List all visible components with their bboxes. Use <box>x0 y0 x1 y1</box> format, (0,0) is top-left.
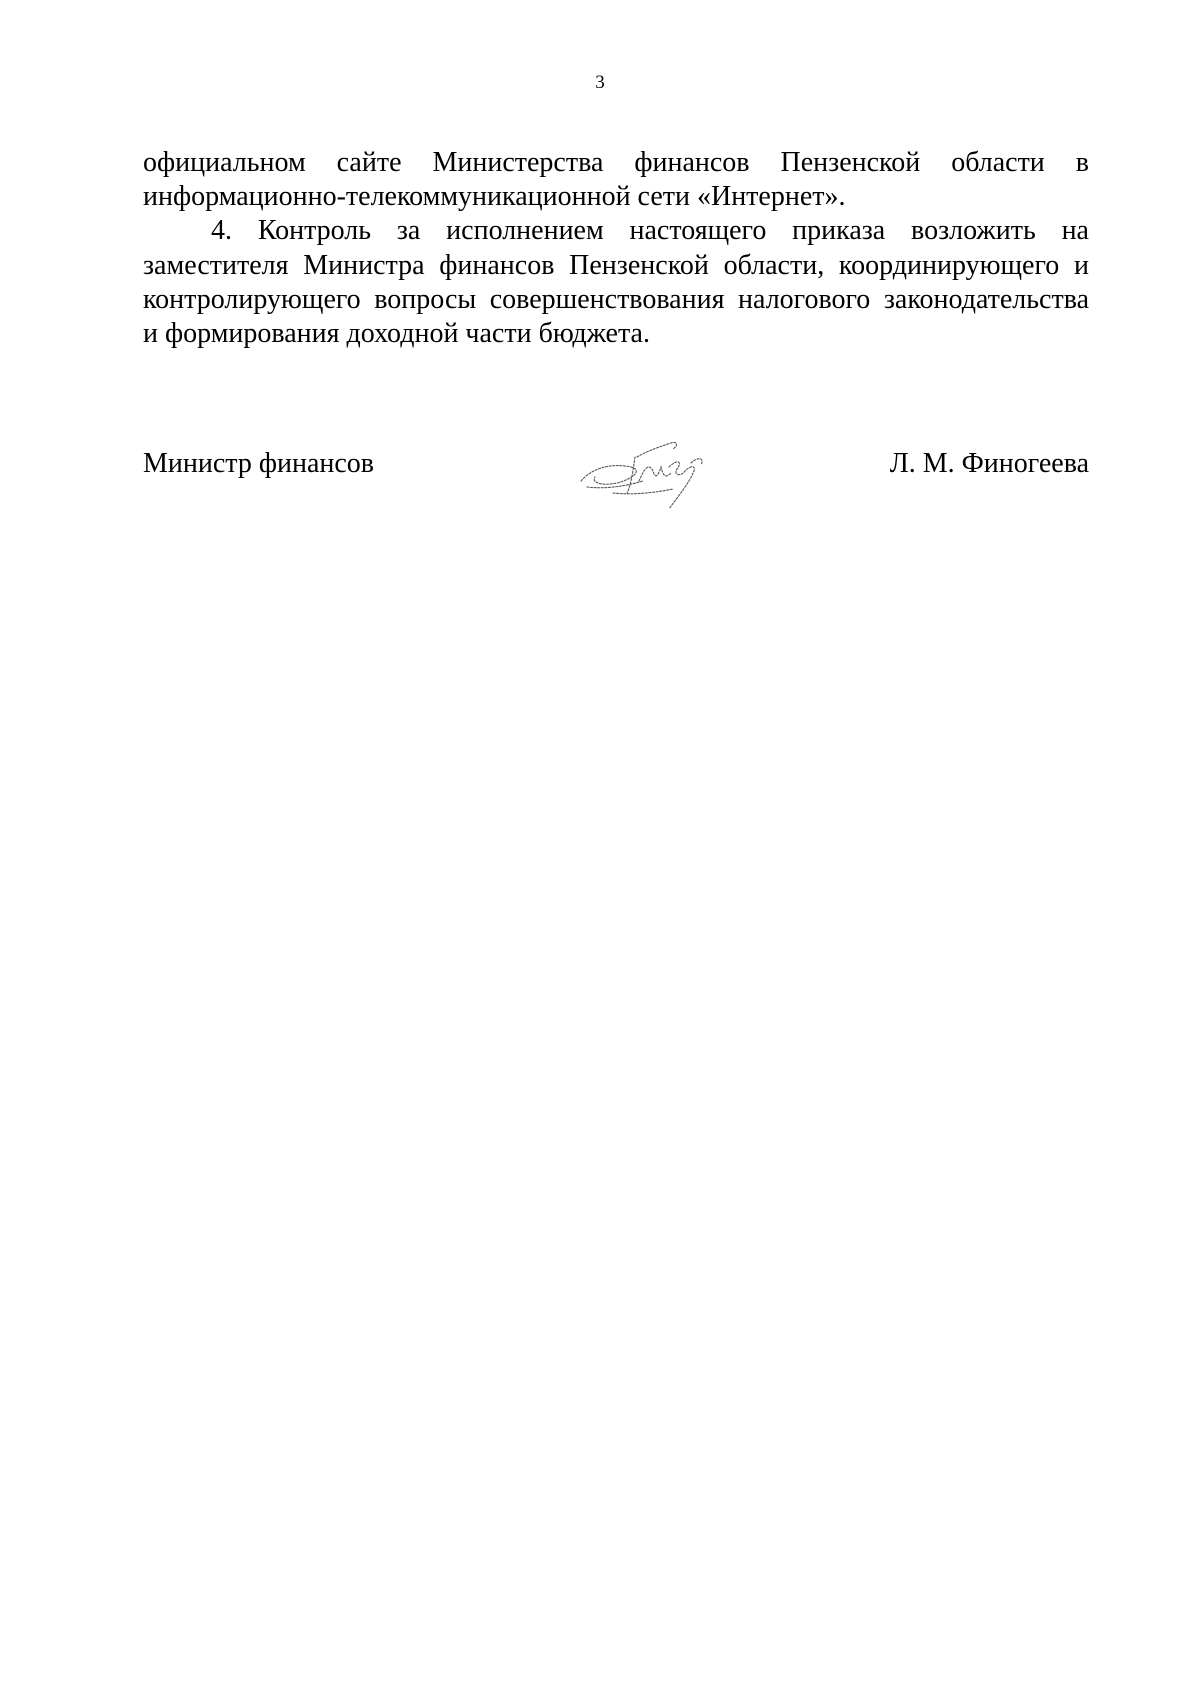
page-number: 3 <box>595 72 605 93</box>
paragraph-line: 4. Контроль за исполнением настоящего приказа возложить на <box>211 215 1089 247</box>
document-body <box>143 146 1089 351</box>
signatory-title: Министр финансов <box>143 448 375 479</box>
paragraph-line: официальном сайте Министерства финансов Пензенской области в <box>143 147 1089 178</box>
signatory-name: Л. М. Финогеева <box>889 448 1089 479</box>
paragraph-line: информационно-телекоммуникационной сети «Интернет». <box>143 181 846 213</box>
signature-image <box>573 437 723 517</box>
paragraph-line: контролирующего вопросы совершенствования налогового законодательства <box>143 283 1089 315</box>
paragraph-line: заместителя Министра финансов Пензенской области, координирующего и <box>143 249 1089 281</box>
signature-block <box>143 447 1089 527</box>
paragraph-line: и формирования доходной части бюджета. <box>143 318 650 350</box>
